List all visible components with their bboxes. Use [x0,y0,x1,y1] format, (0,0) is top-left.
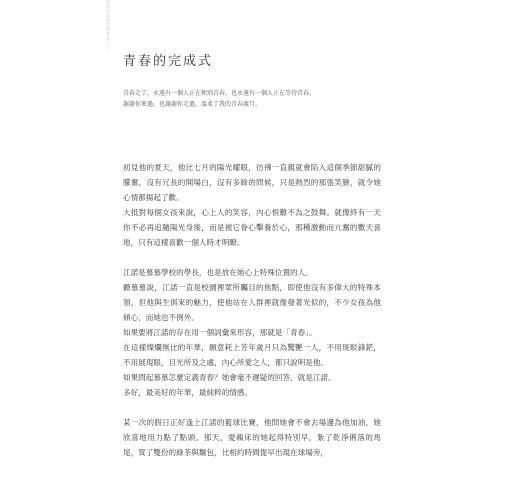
body-paragraph: 江諾是慕慕學校的學長，也是放在她心上特殊位置的人。 [123,268,313,277]
body-paragraph: 如果問起慕慕怎麼定義青春？她會毫不遲疑的回答，就是江諾。 [123,373,336,382]
body-paragraph: 聽慕慕說，江諾一直是校園裡眾所矚目的焦點，即使他沒有多偉大的特殊本領，但他與生俱來的魅力，使他站在人群裡就像發著光似的，不少女孩為他傾心，而她也不例外。 [123,283,381,322]
preface-line: 謝謝你來過，也謝謝你走過，溫柔了我的青春歲月。 [123,101,262,108]
spine-caption: 故事的最後我們都長大了 [106,0,111,50]
paragraph-gap [123,250,381,265]
preface-line: 青春走了，永遠有一個人正在揮別青春，也永遠有一個人正在等待青春。 [123,90,316,97]
paragraph-gap [123,400,381,415]
body-paragraph: 多好，最美好的年華，最純粹的情感。 [123,388,253,397]
chapter-title: 青春的完成式 [123,54,214,69]
body-paragraph: 大抵對每個女孩來說，心上人的笑容，內心恨難不為之鼓舞。就像終有一天你不必再追隨陽光身後，而是被它眷心擊養於心，那種激動而亢奮的數天喜地，只有這樣喜歡一個人時才明瞭。 [123,208,381,247]
chapter-preface [123,88,453,110]
body-paragraph: 在這樣燦爛無比的年華，願意耗上芳年歲月只為驚艷一人，不用斑駁鋒鋩，不用展現眼，目光所及之處，內心所愛之人，都只說明是他。 [123,343,381,367]
body-paragraph: 如果要將江諾的存在用一個詞彙來形容，那就是「青春」。 [123,328,317,337]
body-paragraph: 某一次的假日正好逢上江諾的籃球比賽，他問她會不會去場邊為他加油，她欣喜地用力點了點頭。那天，愛賴床的她起得特別早，紮了乾淨俐落的馬尾，買了雙份的綠茶與麵包，比相約時間提早出現在球場旁， [123,418,381,457]
body-paragraph: 初見他的夏天，他比七月的陽光耀眼，彷彿一直親就會陷入這個季節甜膩的朦奮，沒有冗長的開場白，沒有多餘的問候，只是熱烈的那張笑臉，就令她心情都揚起了歡。 [123,163,381,202]
chapter-body [123,160,381,460]
